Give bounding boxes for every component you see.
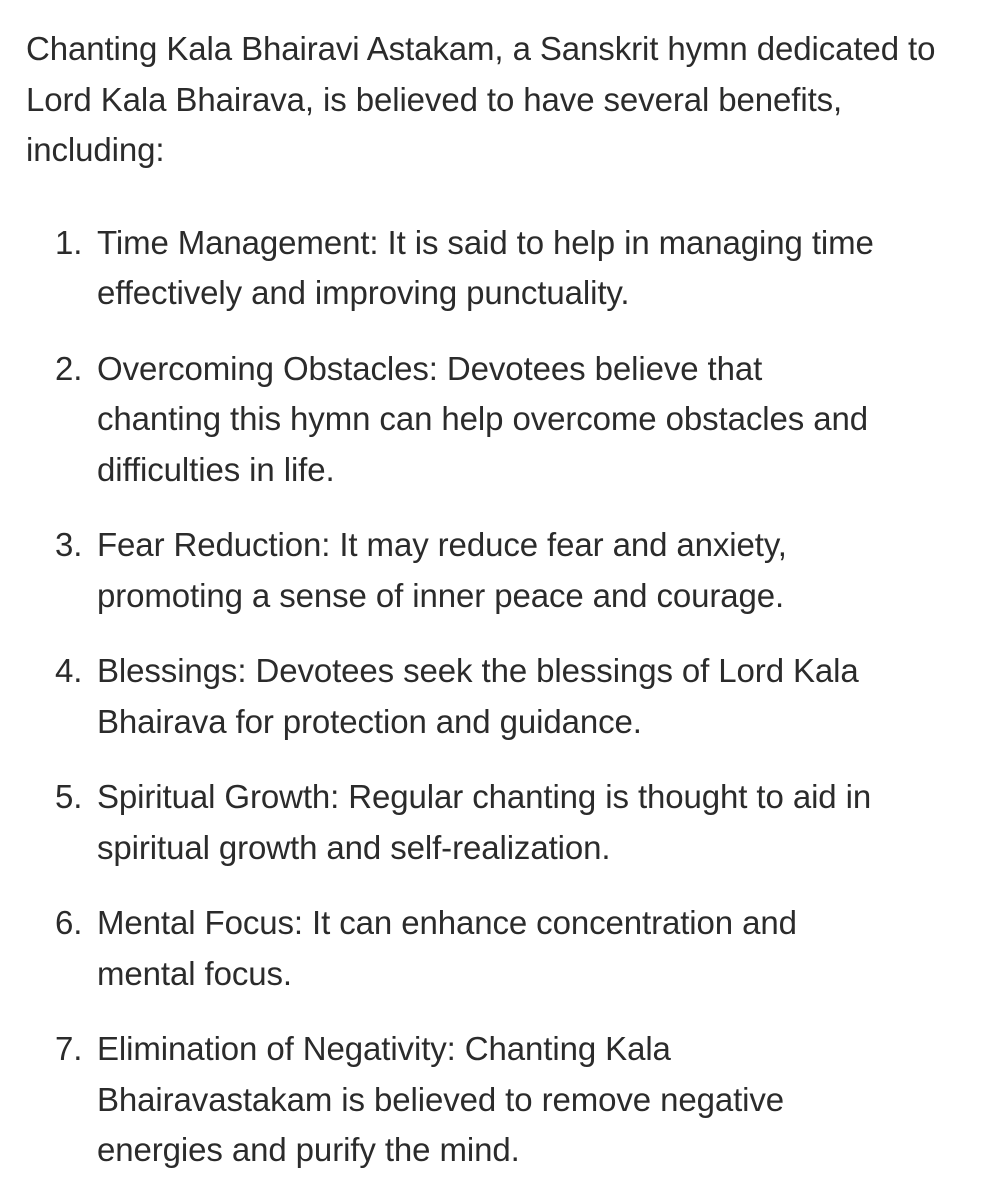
list-item <box>26 898 969 999</box>
list-item-text: Blessings: Devotees seek the blessings of Lord Kala Bhairava for protection and guidance. <box>97 652 859 740</box>
list-item <box>26 344 969 496</box>
list-item-number: 5. <box>55 778 83 815</box>
list-item-text: Elimination of Negativity: Chanting Kala Bhairavastakam is believed to remove negative energies and purify the mind. <box>97 1030 785 1168</box>
list-item-number: 6. <box>55 904 83 941</box>
list-item-number: 3. <box>55 526 83 563</box>
list-item <box>26 1024 969 1176</box>
intro-paragraph: Chanting Kala Bhairavi Astakam, a Sanskrit hymn dedicated to Lord Kala Bhairava, is believed to have several benefits, including: <box>26 30 936 168</box>
list-item <box>26 520 969 621</box>
list-item-number: 4. <box>55 652 83 689</box>
benefits-list <box>26 218 969 1176</box>
list-item-text: Spiritual Growth: Regular chanting is thought to aid in spiritual growth and self-realization. <box>97 778 872 866</box>
list-item-text: Overcoming Obstacles: Devotees believe that chanting this hymn can help overcome obstacles and difficulties in life. <box>97 349 868 488</box>
list-item <box>26 218 969 319</box>
list-item-text: Mental Focus: It can enhance concentration and mental focus. <box>97 904 797 992</box>
list-item <box>26 646 969 747</box>
list-item-number: 1. <box>55 223 83 261</box>
list-item-text: Time Management: It is said to help in managing time effectively and improving punctuality. <box>97 223 874 311</box>
list-item <box>26 772 969 873</box>
list-item-text: Fear Reduction: It may reduce fear and anxiety, promoting a sense of inner peace and courage. <box>97 526 787 614</box>
list-item-number: 7. <box>55 1030 83 1067</box>
list-item-number: 2. <box>55 349 83 387</box>
